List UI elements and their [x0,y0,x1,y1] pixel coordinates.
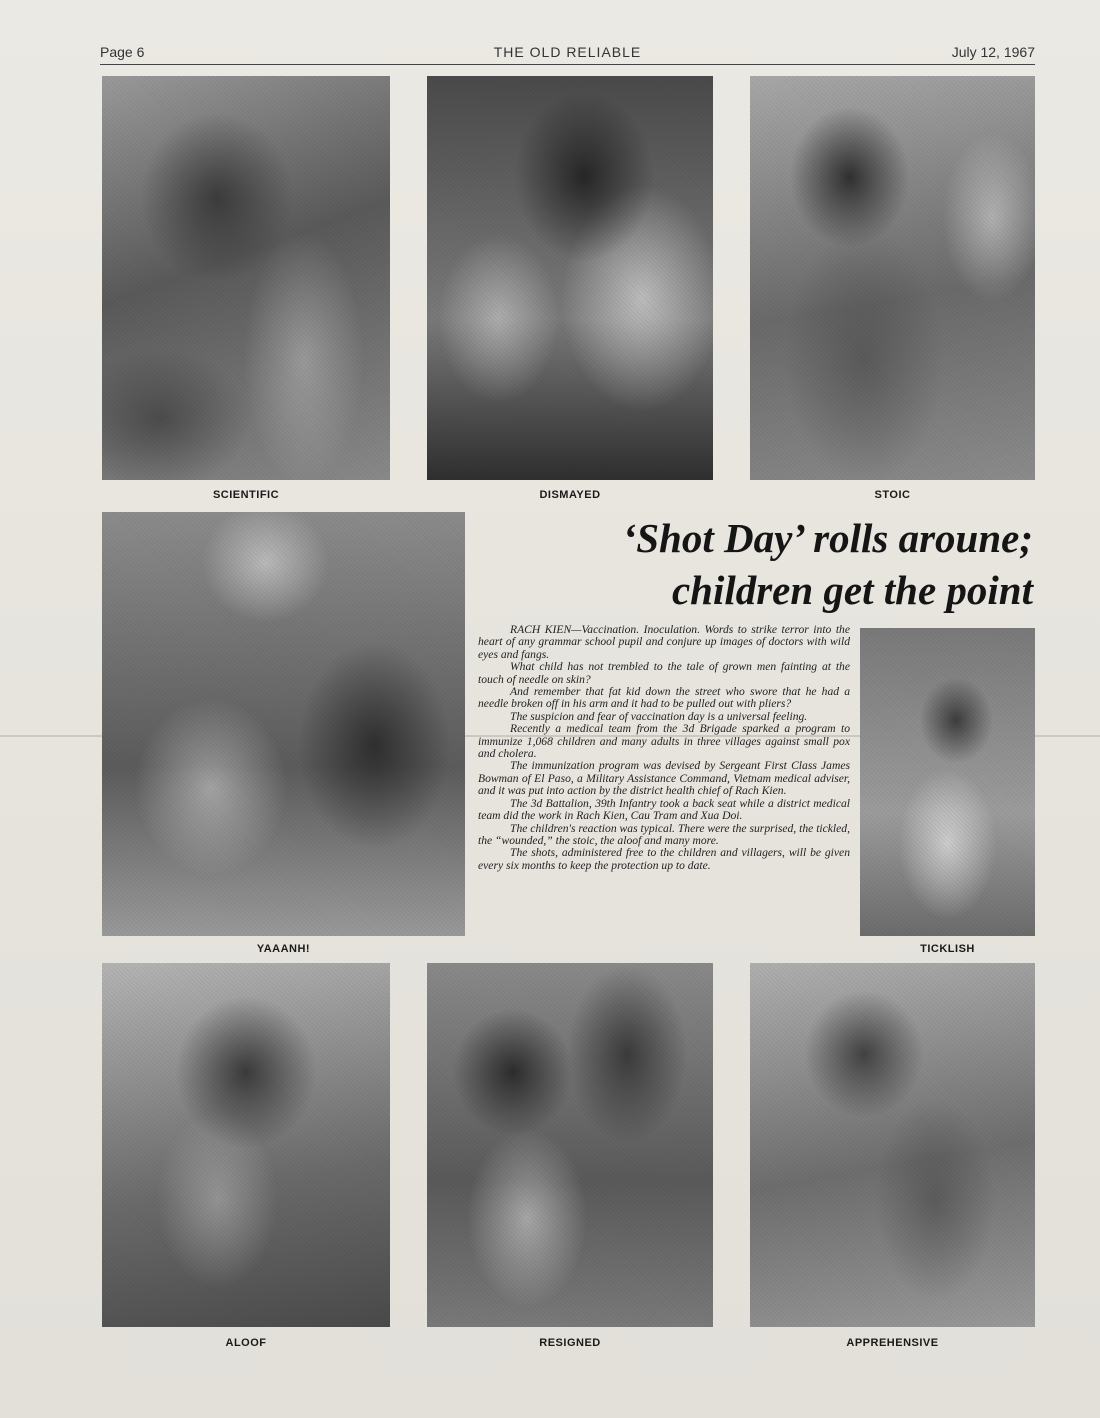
photo-apprehensive [750,963,1035,1327]
caption-ticklish: TICKLISH [920,943,975,955]
caption-apprehensive: APPREHENSIVE [846,1337,939,1349]
photo-resigned [427,963,713,1327]
caption-stoic: STOIC [874,489,911,501]
article-body [478,624,850,872]
article-paragraph: Recently a medical team from the 3d Brigade sparked a program to immunize 1,068 children and many adults in three villages against small pox and cholera. [478,722,850,761]
article-paragraph: The shots, administered free to the children and villagers, will be given every six months to keep the protection up to date. [478,846,850,872]
headline-line-1: ‘Shot Day’ rolls aroune; [622,515,1033,561]
article-paragraph: RACH KIEN—Vaccination. Inoculation. Words to strike terror into the heart of any grammar school pupil and conjure up images of doctors with wild eyes and fangs. [478,623,850,661]
photo-ticklish [860,628,1035,936]
caption-resigned: RESIGNED [539,1337,601,1349]
newspaper-name: THE OLD RELIABLE [493,44,642,60]
photo-yaaanh [102,512,465,936]
caption-dismayed: DISMAYED [539,489,601,501]
article-headline [470,512,1033,616]
masthead [100,40,1035,65]
photo-dismayed [427,76,713,480]
photo-scientific [102,76,390,480]
page-number: Page 6 [100,44,145,60]
article-paragraph: And remember that fat kid down the street who swore that he had a needle broken off in his arm and it had to be pulled out with pliers? [478,685,850,711]
article-paragraph: What child has not trembled to the tale of grown men fainting at the touch of needle on skin? [478,660,850,686]
article-paragraph: The children's reaction was typical. There were the surprised, the tickled, the “wounded,” the stoic, the aloof and many more. [478,821,850,847]
article-paragraph: The suspicion and fear of vaccination day is a universal feeling. [510,709,808,723]
issue-date: July 12, 1967 [951,44,1035,60]
article-paragraph: The immunization program was devised by Sergeant First Class James Bowman of El Paso, a Military Assistance Command, Vietnam medical adviser, and it was put into action by the district health chief of Rach Kien. [478,759,850,798]
photo-stoic [750,76,1035,480]
caption-scientific: SCIENTIFIC [212,489,280,501]
headline-line-2: children get the point [671,567,1033,613]
photo-aloof [102,963,390,1327]
caption-yaaanh: YAAANH! [256,943,311,955]
article-paragraph: The 3d Battalion, 39th Infantry took a back seat while a district medical team did the work in Rach Kien, Cau Tram and Xua Doi. [478,796,850,823]
caption-aloof: ALOOF [225,1337,267,1349]
